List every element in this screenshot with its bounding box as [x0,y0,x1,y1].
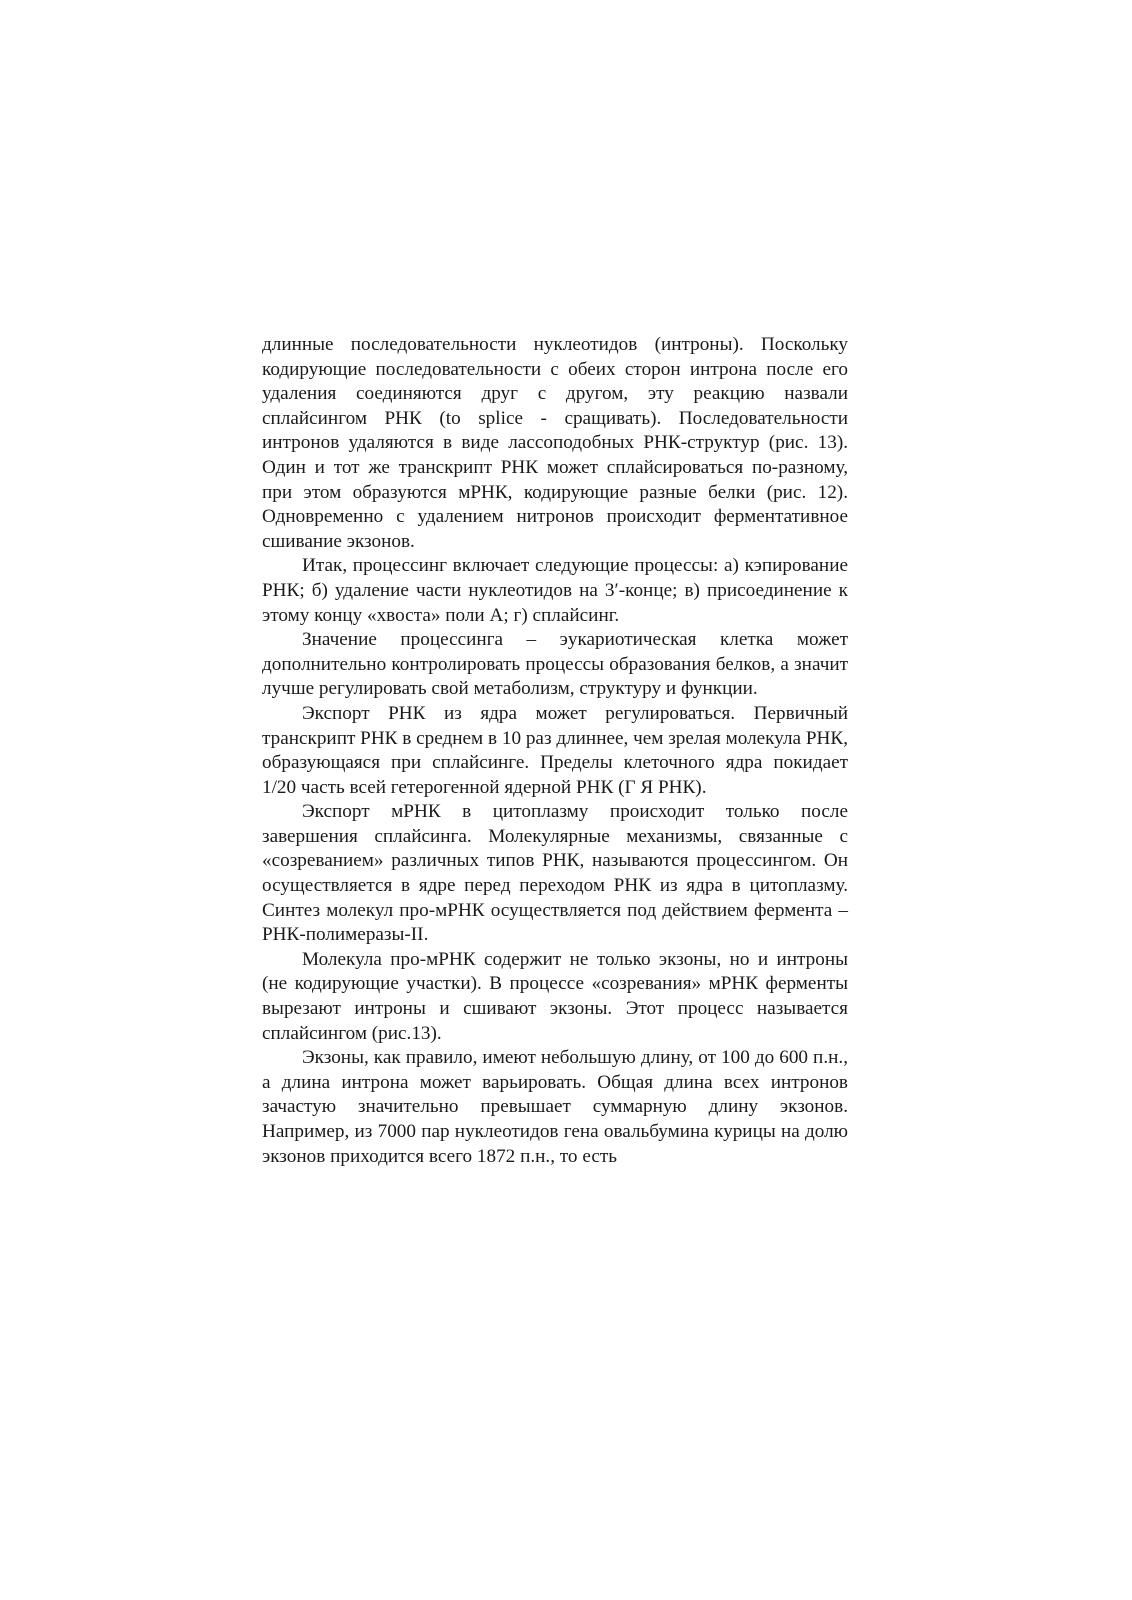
paragraph-pro-mrna: Молекула про-мРНК содержит не только экзоны, но и интроны (не кодирующие участки). В процессе «созревания» мРНК ферменты вырезают интроны и сшивают экзоны. Этот процесс называется сплайсингом (рис.13). [262,948,848,1044]
paragraph-mrna-export: Экспорт мРНК в цитоплазму происходит только после завершения сплайсинга. Молекулярные механизмы, связанные с «созреванием» различных типов РНК, называются процессингом. Он осуществляется в ядре перед переходом РНК из ядра в цитоплазму. Синтез молекул про-мРНК осуществляется под действием фермента – РНК-полимеразы-II. [262,801,848,946]
paragraph-processing-steps: Итак, процессинг включает следующие процессы: а) кэпирование РНК; б) удаление части нуклеотидов на 3′-конце; в) присоединение к этому концу «хвоста» поли А; г) сплайсинг. [262,555,848,626]
paragraph-continuation: длинные последовательности нуклеотидов (интроны). Поскольку кодирующие последовательности с обеих сторон интрона после его удаления соединяются друг с другом, эту реакцию назвали сплайсингом РНК (to splice - сращивать). Последовательности интронов удаляются в виде лассоподобных РНК-структур (рис. 13). Один и тот же транскрипт РНК может сплайсироваться по-разному, при этом образуются мРНК, кодирующие разные белки (рис. 12). Одновременно с удалением нитронов происходит ферментативное сшивание экзонов. [262,334,848,552]
paragraph-processing-significance: Значение процессинга – эукариотическая клетка может дополнительно контролировать процессы образования белков, а значит лучше регулировать свой метаболизм, структуру и функции. [262,629,848,700]
paragraph-rna-export: Экспорт РНК из ядра может регулироваться. Первичный транскрипт РНК в среднем в 10 раз длиннее, чем зрелая молекула РНК, образующаяся при сплайсинге. Пределы клеточного ядра покидает 1/20 часть всей гетерогенной ядерной РНК (Г Я РНК). [262,702,848,798]
body-text [262,333,848,1169]
paragraph-exons-length: Экзоны, как правило, имеют небольшую длину, от 100 до 600 п.н., а длина интрона может варьировать. Общая длина всех интронов зачастую значительно превышает суммарную длину экзонов. Например, из 7000 пар нуклеотидов гена овальбумина курицы на долю экзонов приходится всего 1872 п.н., то есть [262,1047,848,1167]
